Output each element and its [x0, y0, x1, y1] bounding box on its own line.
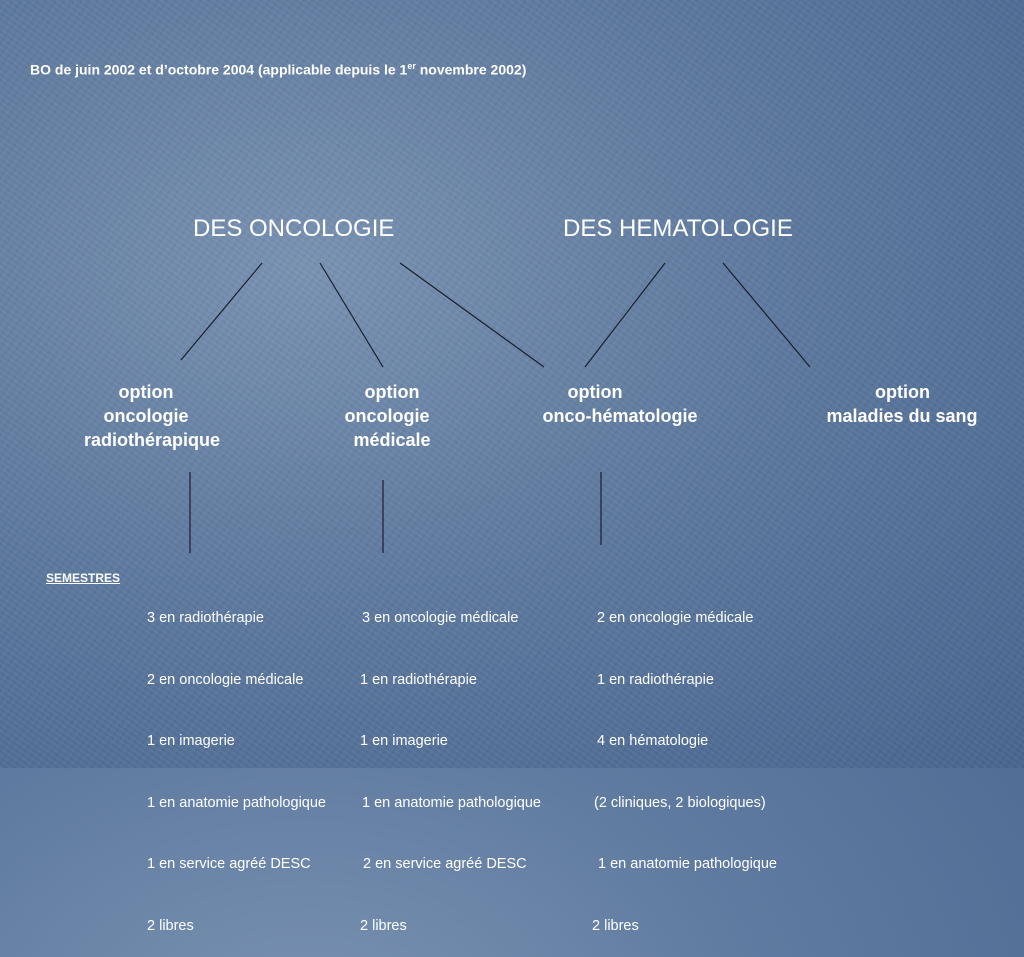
connector-line — [585, 263, 665, 367]
semestres-column-onco-hematologie — [594, 567, 777, 957]
semestre-item: 2 libres — [147, 917, 194, 934]
connector-line — [400, 263, 544, 367]
option-maladies-du-sang: option maladies du sang — [826, 382, 978, 426]
des-hematologie-heading: DES HEMATOLOGIE — [563, 215, 793, 242]
connector-line — [723, 263, 810, 367]
semestre-item: 1 en radiothérapie — [360, 671, 477, 688]
semestre-item: (2 cliniques, 2 biologiques) — [594, 794, 766, 811]
semestre-item: 2 libres — [360, 917, 407, 934]
semestre-item: 1 en service agréé DESC — [147, 856, 311, 872]
semestre-item: 2 libres — [592, 917, 639, 934]
header-reference: BO de juin 2002 et d’octobre 2004 (applicable depuis le 1er novembre 2002) — [30, 61, 527, 78]
semestres-label: SEMESTRES — [46, 571, 121, 585]
connector-line — [181, 263, 262, 360]
semestre-item: 1 en imagerie — [147, 733, 235, 749]
semestre-item: 1 en radiothérapie — [597, 671, 714, 688]
semestres-column-oncologie-medicale — [360, 567, 541, 957]
semestre-item: 2 en service agréé DESC — [363, 856, 527, 872]
connector-line — [320, 263, 383, 367]
semestre-item: 1 en anatomie pathologique — [362, 794, 541, 811]
semestre-item: 3 en oncologie médicale — [362, 610, 519, 626]
semestre-item: 3 en radiothérapie — [147, 610, 264, 626]
option-onco-hematologie: option onco-hématologie — [542, 382, 698, 426]
semestre-item: 2 en oncologie médicale — [597, 610, 754, 626]
semestre-item: 4 en hématologie — [597, 733, 709, 749]
option-oncologie-medicale: option oncologie médicale — [344, 382, 431, 450]
option-oncologie-radiotherapique: option oncologie radiothérapique — [83, 382, 221, 450]
semestre-item: 1 en anatomie pathologique — [598, 856, 777, 872]
semestre-item: 1 en imagerie — [360, 733, 448, 749]
semestre-item: 2 en oncologie médicale — [147, 671, 304, 688]
semestre-item: 1 en anatomie pathologique — [147, 794, 326, 811]
semestres-column-radiotherapie — [147, 567, 326, 957]
des-oncologie-heading: DES ONCOLOGIE — [193, 215, 395, 242]
